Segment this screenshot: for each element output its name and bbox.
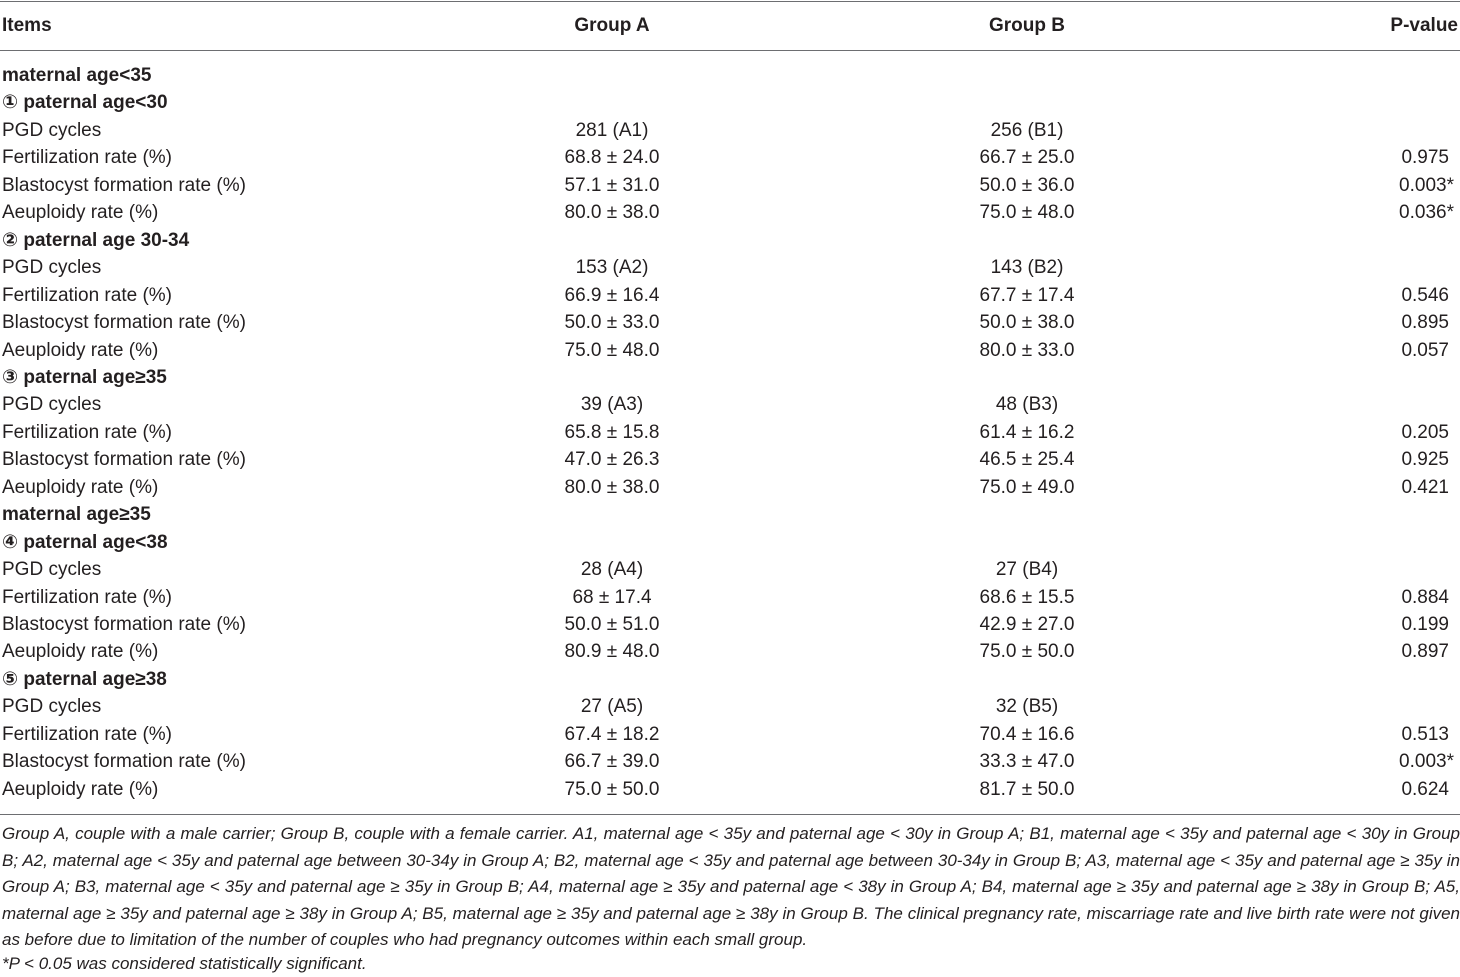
row-label: Aeuploidy rate (%) (2, 778, 159, 800)
table-row (0, 611, 1460, 638)
subsection-label: ② paternal age 30-34 (2, 229, 190, 251)
group-a-value: 66.7 ± 39.0 (564, 751, 660, 773)
p-value: 0.897 (1401, 641, 1449, 663)
row-label: Fertilization rate (%) (2, 284, 172, 306)
p-value: 0.513 (1401, 723, 1449, 745)
section-row (0, 501, 1460, 528)
table-row (0, 117, 1460, 144)
group-b-value: 66.7 ± 25.0 (979, 147, 1075, 169)
table-row (0, 748, 1460, 775)
p-value: 0.003* (1399, 174, 1454, 196)
row-label: Blastocyst formation rate (%) (2, 751, 246, 773)
group-b-value: 46.5 ± 25.4 (979, 449, 1075, 471)
p-value: 0.895 (1401, 312, 1449, 334)
table-row (0, 199, 1460, 226)
subsection-row (0, 666, 1460, 693)
subsection-label: ③ paternal age≥35 (2, 366, 167, 388)
group-a-value: 57.1 ± 31.0 (564, 174, 660, 196)
group-a-value: 28 (A4) (580, 559, 644, 581)
group-b-value: 81.7 ± 50.0 (979, 778, 1075, 800)
group-a-value: 80.0 ± 38.0 (564, 202, 660, 224)
p-value: 0.925 (1401, 449, 1449, 471)
group-a-value: 75.0 ± 50.0 (564, 778, 660, 800)
subsection-label: ① paternal age<30 (2, 92, 168, 114)
header-group-b: Group B (989, 15, 1065, 36)
group-b-value: 80.0 ± 33.0 (979, 339, 1075, 361)
group-b-value: 75.0 ± 50.0 (979, 641, 1075, 663)
table-row (0, 556, 1460, 583)
p-value: 0.057 (1401, 339, 1449, 361)
group-a-value: 66.9 ± 16.4 (564, 284, 660, 306)
table-row (0, 474, 1460, 501)
table-row (0, 309, 1460, 336)
subsection-row (0, 89, 1460, 116)
group-a-value: 80.9 ± 48.0 (564, 641, 660, 663)
group-b-value: 27 (B4) (995, 559, 1059, 581)
row-label: PGD cycles (2, 394, 102, 416)
group-a-value: 281 (A1) (575, 119, 649, 141)
subsection-label: ④ paternal age<38 (2, 531, 168, 553)
subsection-row (0, 227, 1460, 254)
row-label: PGD cycles (2, 696, 102, 718)
group-a-value: 47.0 ± 26.3 (564, 449, 660, 471)
group-b-value: 50.0 ± 38.0 (979, 312, 1075, 334)
row-label: PGD cycles (2, 257, 102, 279)
table-row (0, 282, 1460, 309)
group-b-value: 48 (B3) (995, 394, 1059, 416)
subsection-row (0, 364, 1460, 391)
subsection-label: ⑤ paternal age≥38 (2, 668, 167, 690)
row-label: Aeuploidy rate (%) (2, 641, 159, 663)
header-group-a: Group A (574, 15, 650, 36)
group-b-value: 75.0 ± 49.0 (979, 476, 1075, 498)
group-a-value: 50.0 ± 51.0 (564, 614, 660, 635)
group-b-value: 143 (B2) (990, 257, 1064, 279)
row-label: Fertilization rate (%) (2, 723, 172, 745)
p-value: 0.205 (1401, 421, 1449, 443)
group-a-value: 65.8 ± 15.8 (564, 421, 660, 443)
p-value: 0.975 (1401, 147, 1449, 169)
table-header-rule (0, 50, 1460, 51)
row-label: Blastocyst formation rate (%) (2, 449, 246, 471)
table-footnote: Group A, couple with a male carrier; Group B, couple with a female carrier. A1, maternal age < 35y and paternal age < 30y in Group A; B1, maternal age < 35y and paternal age < 30y in Group B; A2, maternal age < 35y and paternal age between 30-34y in Group A; B2, maternal age < 35y and paternal age between 30-34y in Group B; A3, maternal age < 35y and paternal age ≥ 35y in Group A; B3, maternal age < 35y and paternal age ≥ 35y in Group B; A4, maternal age ≥ 35y and paternal age < 38y in Group A; B4, maternal age ≥ 35y and paternal age ≥ 38y in Group B; A5, maternal age ≥ 35y and paternal age ≥ 38y in Group A; B5, maternal age ≥ 35y and paternal age ≥ 38y in Group B. The clinical pregnancy rate, miscarriage rate and live birth rate were not given as before due to limitation of the number of couples who had pregnancy outcomes within each small group. (2, 824, 1460, 949)
table-row (0, 391, 1460, 418)
subsection-row (0, 529, 1460, 556)
group-b-value: 50.0 ± 36.0 (979, 174, 1075, 196)
group-b-value: 68.6 ± 15.5 (979, 586, 1075, 608)
row-label: Fertilization rate (%) (2, 586, 172, 608)
section-row (0, 62, 1460, 89)
group-b-value: 67.7 ± 17.4 (979, 284, 1075, 306)
header-items: Items (2, 15, 52, 36)
row-label: Aeuploidy rate (%) (2, 476, 159, 498)
table-row (0, 584, 1460, 611)
row-label: Fertilization rate (%) (2, 421, 172, 443)
header-p-value: P-value (1390, 15, 1458, 36)
row-label: Fertilization rate (%) (2, 147, 172, 169)
row-label: Blastocyst formation rate (%) (2, 312, 246, 334)
p-value: 0.003* (1399, 751, 1454, 773)
p-value: 0.199 (1401, 614, 1449, 635)
table-top-rule (0, 1, 1460, 2)
table-row (0, 254, 1460, 281)
section-label: maternal age≥35 (2, 504, 151, 526)
table-header-row (0, 11, 1460, 41)
row-label: Blastocyst formation rate (%) (2, 614, 246, 635)
p-value: 0.036* (1399, 202, 1454, 224)
table-row (0, 419, 1460, 446)
p-value: 0.884 (1401, 586, 1449, 608)
group-a-value: 75.0 ± 48.0 (564, 339, 660, 361)
group-b-value: 70.4 ± 16.6 (979, 723, 1075, 745)
row-label: PGD cycles (2, 119, 102, 141)
row-label: Aeuploidy rate (%) (2, 339, 159, 361)
group-b-value: 33.3 ± 47.0 (979, 751, 1075, 773)
row-label: PGD cycles (2, 559, 102, 581)
group-b-value: 75.0 ± 48.0 (979, 202, 1075, 224)
group-a-value: 68 ± 17.4 (572, 586, 652, 608)
group-b-value: 42.9 ± 27.0 (979, 614, 1075, 635)
p-value: 0.546 (1401, 284, 1449, 306)
row-label: Aeuploidy rate (%) (2, 202, 159, 224)
group-b-value: 256 (B1) (990, 119, 1064, 141)
group-a-value: 80.0 ± 38.0 (564, 476, 660, 498)
row-label: Blastocyst formation rate (%) (2, 174, 246, 196)
table-bottom-rule (0, 814, 1460, 815)
group-a-value: 67.4 ± 18.2 (564, 723, 660, 745)
table-row (0, 446, 1460, 473)
group-a-value: 27 (A5) (580, 696, 644, 718)
p-value: 0.421 (1401, 476, 1449, 498)
table-row (0, 144, 1460, 171)
group-b-value: 32 (B5) (995, 696, 1059, 718)
group-a-value: 39 (A3) (580, 394, 644, 416)
group-a-value: 68.8 ± 24.0 (564, 147, 660, 169)
table-row (0, 776, 1460, 803)
p-value: 0.624 (1401, 778, 1449, 800)
section-label: maternal age<35 (2, 65, 152, 86)
table-row (0, 721, 1460, 748)
table-row (0, 693, 1460, 720)
group-b-value: 61.4 ± 16.2 (979, 421, 1075, 443)
table-row (0, 337, 1460, 364)
table-row (0, 172, 1460, 199)
group-a-value: 153 (A2) (575, 257, 649, 279)
table-row (0, 638, 1460, 665)
group-a-value: 50.0 ± 33.0 (564, 312, 660, 334)
significance-note: *P < 0.05 was considered statistically significant. (2, 954, 367, 973)
